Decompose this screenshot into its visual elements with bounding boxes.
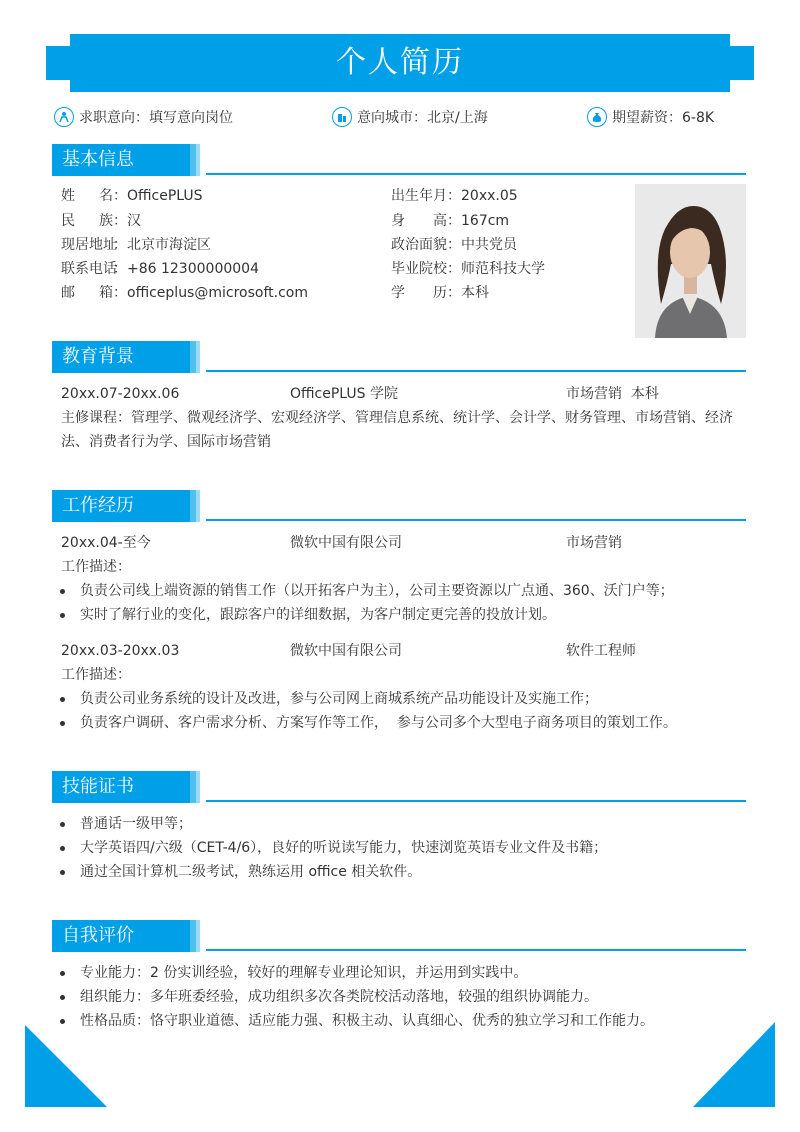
field-email: 邮 箱：officeplus@microsoft.com	[61, 285, 308, 301]
section-education-header	[52, 341, 746, 373]
work-2-role: 软件工程师	[566, 643, 636, 659]
intent-job	[54, 106, 233, 128]
field-address: 现居地址：北京市海淀区	[61, 237, 211, 253]
work-1-item: 负责公司线上端资源的销售工作（以开拓客户为主），公司主要资源以广点通、360、沃门户等；	[60, 581, 674, 601]
work-2-desc-label: 工作描述：	[61, 667, 131, 683]
edu-period: 20xx.07-20xx.06	[61, 386, 180, 402]
intent-job-text: 求职意向：填写意向岗位	[79, 110, 233, 126]
money-bag-icon	[587, 107, 607, 127]
section-education-title: 教育背景	[62, 346, 134, 367]
skill-item: 大学英语四/六级（CET-4/6），良好的听说读写能力，快速浏览英语专业文件及书籍；	[60, 838, 607, 858]
field-phone: 联系电话：+86 12300000004	[61, 261, 259, 277]
work-2-item: 负责公司业务系统的设计及改进，参与公司网上商城系统产品功能设计及实施工作；	[60, 689, 598, 709]
section-work-header	[52, 490, 746, 522]
section-self-header	[52, 920, 746, 952]
skill-item: 通过全国计算机二级考试，熟练运用 office 相关软件。	[60, 862, 421, 882]
edu-courses: 主修课程：管理学、微观经济学、宏观经济学、管理信息系统、统计学、会计学、财务管理、市场营销、经济法、消费者行为学、国际市场营销	[61, 410, 733, 450]
intent-salary-text: 期望薪资：6-8K	[612, 110, 715, 126]
work-2-company: 微软中国有限公司	[290, 643, 402, 659]
self-item: 专业能力：2 份实训经验，较好的理解专业理论知识，并运用到实践中。	[60, 963, 527, 983]
section-skills-title: 技能证书	[62, 776, 134, 797]
work-1-period: 20xx.04-至今	[61, 535, 151, 551]
skill-item: 普通话一级甲等；	[60, 814, 192, 834]
corner-triangle-right	[693, 1022, 775, 1107]
intent-salary	[587, 106, 714, 128]
section-basic-header	[52, 144, 746, 176]
section-basic-title: 基本信息	[62, 149, 134, 170]
field-political: 政治面貌：中共党员	[391, 237, 517, 253]
work-1-item: 实时了解行业的变化，跟踪客户的详细数据，为客户制定更完善的投放计划。	[60, 605, 556, 625]
corner-triangle-left	[25, 1025, 107, 1107]
page-title: 个人简历	[336, 45, 464, 80]
field-ethnicity: 民 族：汉	[61, 213, 141, 229]
work-2-item: 负责客户调研、客户需求分析、方案写作等工作， 参与公司多个大型电子商务项目的策划工作。	[60, 713, 677, 733]
work-1-desc-label: 工作描述：	[61, 559, 131, 575]
intent-city-text: 意向城市：北京/上海	[357, 110, 488, 126]
field-name: 姓 名：OfficePLUS	[61, 188, 203, 204]
field-school: 毕业院校：师范科技大学	[391, 261, 545, 277]
building-icon	[332, 107, 352, 127]
edu-major: 市场营销 本科	[566, 386, 659, 402]
work-1-role: 市场营销	[566, 535, 622, 551]
person-icon	[54, 107, 74, 127]
field-birth: 出生年月：20xx.05	[391, 188, 518, 204]
work-1-company: 微软中国有限公司	[290, 535, 402, 551]
self-item: 组织能力：多年班委经验，成功组织多次各类院校活动落地，较强的组织协调能力。	[60, 987, 598, 1007]
section-skills-header	[52, 771, 746, 803]
work-2-period: 20xx.03-20xx.03	[61, 643, 180, 659]
self-item: 性格品质：恪守职业道德、适应能力强、积极主动、认真细心、优秀的独立学习和工作能力。	[60, 1011, 654, 1031]
field-height: 身 高：167cm	[391, 213, 510, 229]
intent-city	[332, 106, 488, 128]
section-work-title: 工作经历	[62, 495, 134, 516]
field-degree: 学 历：本科	[391, 285, 489, 301]
edu-school: OfficePLUS 学院	[290, 386, 398, 402]
section-self-title: 自我评价	[62, 925, 134, 946]
avatar-photo	[635, 184, 746, 338]
